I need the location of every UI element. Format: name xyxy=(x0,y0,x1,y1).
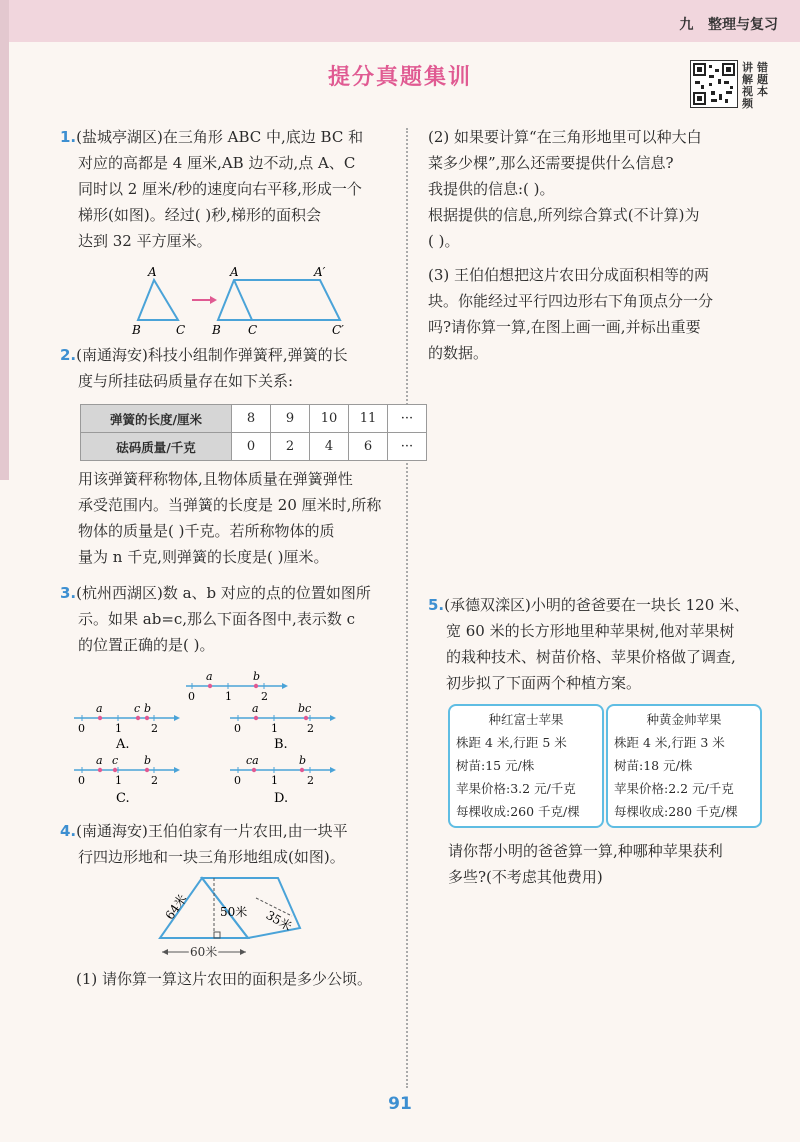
svg-text:0: 0 xyxy=(78,722,85,735)
table-cell: 0 xyxy=(232,433,271,461)
point-a: a xyxy=(206,670,213,683)
question-text: 的数据。 xyxy=(428,344,489,362)
question-number: 5. xyxy=(428,596,445,614)
answer-blank[interactable]: ( )。 xyxy=(428,232,460,250)
svg-text:1: 1 xyxy=(115,722,122,735)
q4-field-figure xyxy=(150,872,330,962)
question-1 xyxy=(60,124,363,254)
question-2-continued xyxy=(78,466,381,570)
question-3 xyxy=(60,580,371,658)
question-text: 的位置正确的是( )。 xyxy=(78,636,215,654)
svg-text:1: 1 xyxy=(271,722,278,735)
page-title: 提分真题集训 xyxy=(327,65,472,90)
question-text: 示。如果 ab=c,那么下面各图中,表示数 c xyxy=(78,610,355,628)
chapter-title: 九 整理与复习 xyxy=(679,17,778,33)
question-text: 同时以 2 厘米/秒的速度向右平移,形成一个 xyxy=(78,180,362,198)
svg-text:0: 0 xyxy=(234,722,241,735)
height-label: 50米 xyxy=(220,905,248,919)
tick-0: 0 xyxy=(188,690,195,703)
plan-row: 苹果价格:2.2 元/千克 xyxy=(614,781,734,796)
question-2 xyxy=(60,342,348,394)
svg-text:0: 0 xyxy=(234,774,241,787)
question-5 xyxy=(428,592,749,696)
question-text: 的栽种技术、树苗价格、苹果价格做了调查, xyxy=(446,648,736,666)
base-label: 60米 xyxy=(190,945,218,959)
table-cell: 10 xyxy=(310,405,349,433)
question-text: 吗?请你算一算,在图上画一画,并标出重要 xyxy=(428,318,701,336)
point-bc: bc xyxy=(298,702,312,715)
question-number: 1. xyxy=(60,128,77,146)
question-text: (南通海安)科技小组制作弹簧秤,弹簧的长 xyxy=(76,346,348,364)
triangle-label: 35米 xyxy=(263,907,295,934)
label-A-prime: A′ xyxy=(314,265,326,279)
q4-sub2 xyxy=(428,124,702,254)
point-c: c xyxy=(112,754,119,767)
plan-row: 株距 4 米,行距 5 米 xyxy=(456,735,567,750)
question-text: 菜多少棵”,那么还需要提供什么信息? xyxy=(428,154,674,172)
point-c: c xyxy=(134,702,141,715)
spring-table xyxy=(80,404,427,461)
question-text: (杭州西湖区)数 a、b 对应的点的位置如图所 xyxy=(76,584,371,602)
question-number: 3. xyxy=(60,584,77,602)
question-text: 根据提供的信息,所列综合算式(不计算)为 xyxy=(428,206,700,224)
question-number: 2. xyxy=(60,346,77,364)
svg-text:2: 2 xyxy=(307,774,314,787)
label-A: A xyxy=(148,265,157,279)
tick-2: 2 xyxy=(261,690,268,703)
question-text: 请你帮小明的爸爸算一算,种哪种苹果获利 xyxy=(448,842,723,860)
question-text: (盐城亭湖区)在三角形 ABC 中,底边 BC 和 xyxy=(76,128,364,146)
question-text: 量为 n 千克,则弹簧的长度是( )厘米。 xyxy=(78,548,329,566)
label-B: B xyxy=(132,323,141,337)
question-text: 块。你能经过平行四边形右下角顶点分一分 xyxy=(428,292,714,310)
svg-text:2: 2 xyxy=(307,722,314,735)
table-cell: 8 xyxy=(232,405,271,433)
question-text: 用该弹簧秤称物体,且物体质量在弹簧弹性 xyxy=(78,470,353,488)
question-text: (承德双滦区)小明的爸爸要在一块长 120 米、 xyxy=(444,596,750,614)
option-label: C. xyxy=(116,791,130,806)
svg-text:0: 0 xyxy=(78,774,85,787)
svg-text:2: 2 xyxy=(151,774,158,787)
table-cell: 4 xyxy=(310,433,349,461)
answer-blank[interactable]: 我提供的信息:( )。 xyxy=(428,180,555,198)
question-text: 承受范围内。当弹簧的长度是 20 厘米时,所称 xyxy=(78,496,382,514)
option-label: A. xyxy=(116,737,130,752)
label-A: A xyxy=(230,265,239,279)
plan-card-red-fuji xyxy=(448,704,604,828)
page-number: 91 xyxy=(388,1094,412,1114)
question-number: 4. xyxy=(60,822,77,840)
question-text: 梯形(如图)。经过( )秒,梯形的面积会 xyxy=(78,206,321,224)
question-4 xyxy=(60,818,348,870)
plan-row: 树苗:18 元/株 xyxy=(614,758,693,773)
plan-title: 种黄金帅苹果 xyxy=(646,712,722,727)
tick-1: 1 xyxy=(225,690,232,703)
qr-code-icon xyxy=(690,60,738,108)
row-header: 砝码质量/千克 xyxy=(81,433,232,461)
option-label: D. xyxy=(274,791,289,806)
point-b: b xyxy=(253,670,261,683)
table-cell: 6 xyxy=(349,433,388,461)
point-b: b xyxy=(144,702,152,715)
point-b: b xyxy=(144,754,152,767)
table-row xyxy=(81,405,427,433)
question-text: 达到 32 平方厘米。 xyxy=(78,232,212,250)
table-cell: ··· xyxy=(388,405,427,433)
question-text: 多些?(不考虑其他费用) xyxy=(448,868,603,886)
q4-sub3 xyxy=(428,262,713,366)
table-cell: 11 xyxy=(349,405,388,433)
question-text: 宽 60 米的长方形地里种苹果树,他对苹果树 xyxy=(446,622,735,640)
q4-sub1: (1) 请你算一算这片农田的面积是多少公顷。 xyxy=(76,970,373,988)
point-a: a xyxy=(252,702,259,715)
question-text: 对应的高都是 4 厘米,AB 边不动,点 A、C xyxy=(78,154,356,172)
question-5-continued xyxy=(448,838,723,890)
column-divider xyxy=(406,128,408,1088)
qr-label-col1: 讲 解 视 频 xyxy=(742,61,753,110)
point-a: a xyxy=(96,754,103,767)
question-text: (2) 如果要计算“在三角形地里可以种大白 xyxy=(428,128,702,146)
question-text: 度与所挂砝码质量存在如下关系: xyxy=(78,372,294,390)
label-C-prime: C′ xyxy=(332,323,344,337)
table-row xyxy=(81,433,427,461)
option-label: B. xyxy=(274,737,288,752)
slant-label: 64米 xyxy=(162,891,190,923)
question-text: 行四边形地和一块三角形地组成(如图)。 xyxy=(78,848,345,866)
q1-translation-figure xyxy=(130,262,360,342)
question-text: 初步拟了下面两个种植方案。 xyxy=(446,674,642,692)
label-C: C xyxy=(248,323,258,337)
plan-row: 树苗:15 元/株 xyxy=(456,758,535,773)
label-C: C xyxy=(176,323,186,337)
qr-label-col2: 错 题 本 xyxy=(757,61,768,98)
table-cell: 9 xyxy=(271,405,310,433)
plan-row: 每棵收成:280 千克/棵 xyxy=(614,804,738,819)
plan-row: 苹果价格:3.2 元/千克 xyxy=(456,781,576,796)
point-ca: ca xyxy=(246,754,259,767)
row-header: 弹簧的长度/厘米 xyxy=(81,405,232,433)
point-b: b xyxy=(299,754,307,767)
svg-text:1: 1 xyxy=(271,774,278,787)
question-text: (3) 王伯伯想把这片农田分成面积相等的两 xyxy=(428,266,710,284)
plan-row: 每棵收成:260 千克/棵 xyxy=(456,804,580,819)
point-a: a xyxy=(96,702,103,715)
q3-number-lines xyxy=(70,664,390,816)
plan-title: 种红富士苹果 xyxy=(488,712,564,727)
plan-row: 株距 4 米,行距 3 米 xyxy=(614,735,725,750)
table-cell: 2 xyxy=(271,433,310,461)
plan-card-golden-delicious xyxy=(606,704,762,828)
table-cell: ··· xyxy=(388,433,427,461)
question-text: (南通海安)王伯伯家有一片农田,由一块平 xyxy=(76,822,348,840)
svg-text:1: 1 xyxy=(115,774,122,787)
svg-text:2: 2 xyxy=(151,722,158,735)
question-text: 物体的质量是( )千克。若所称物体的质 xyxy=(78,522,335,540)
label-B: B xyxy=(212,323,221,337)
